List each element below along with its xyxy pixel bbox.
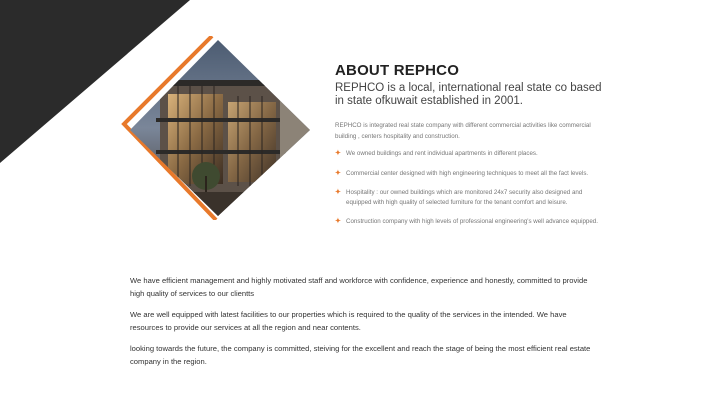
diamond-bullet-icon: ✦ <box>335 169 341 177</box>
company-paragraphs <box>130 275 600 377</box>
paragraph-future: looking towards the future, the company is committed, steiving for the excellent and reach the stage of being the most efficient real estate company in the region. <box>130 344 591 366</box>
about-title: ABOUT REPHCO <box>335 62 460 79</box>
paragraph-management: We have efficient management and highly motivated staff and workforce with confidence, experience and honestly, committed to provide high quality of services to our clientts <box>130 276 588 298</box>
about-subtitle: REPHCO is a local, international real state co based in state ofkuwait established in 2001. <box>335 82 602 107</box>
list-item <box>335 188 605 207</box>
about-description: REPHCO is integrated real state company with different commercial activities like commercial building , centers hospitality and construction. <box>335 122 591 140</box>
building-diamond-image <box>120 36 316 220</box>
paragraph-facilities: We are well equipped with latest facilities to our properties which is required to the quality of the services in the intended. We have resources to provide our services at all the region and near contents. <box>130 310 567 332</box>
feature-text: Hospitality : our owned buildings which are monitored 24x7 security also designed and equipped with high quality of selected furniture for the tenant comfort and leisure. <box>346 189 583 206</box>
diamond-bullet-icon: ✦ <box>335 189 341 196</box>
diamond-bullet-icon: ✦ <box>335 150 341 157</box>
feature-list <box>335 149 605 227</box>
feature-text: Construction company with high levels of professional engineering's well advance equipped. <box>346 218 598 225</box>
diamond-bullet-icon: ✦ <box>335 218 341 225</box>
feature-text: We owned buildings and rent individual apartments in different places. <box>346 150 538 157</box>
list-item <box>335 217 605 227</box>
list-item <box>335 149 605 159</box>
about-section <box>335 62 605 237</box>
feature-text: Commercial center designed with high engineering techniques to meet all the fact levels. <box>346 169 589 177</box>
list-item <box>335 169 605 179</box>
